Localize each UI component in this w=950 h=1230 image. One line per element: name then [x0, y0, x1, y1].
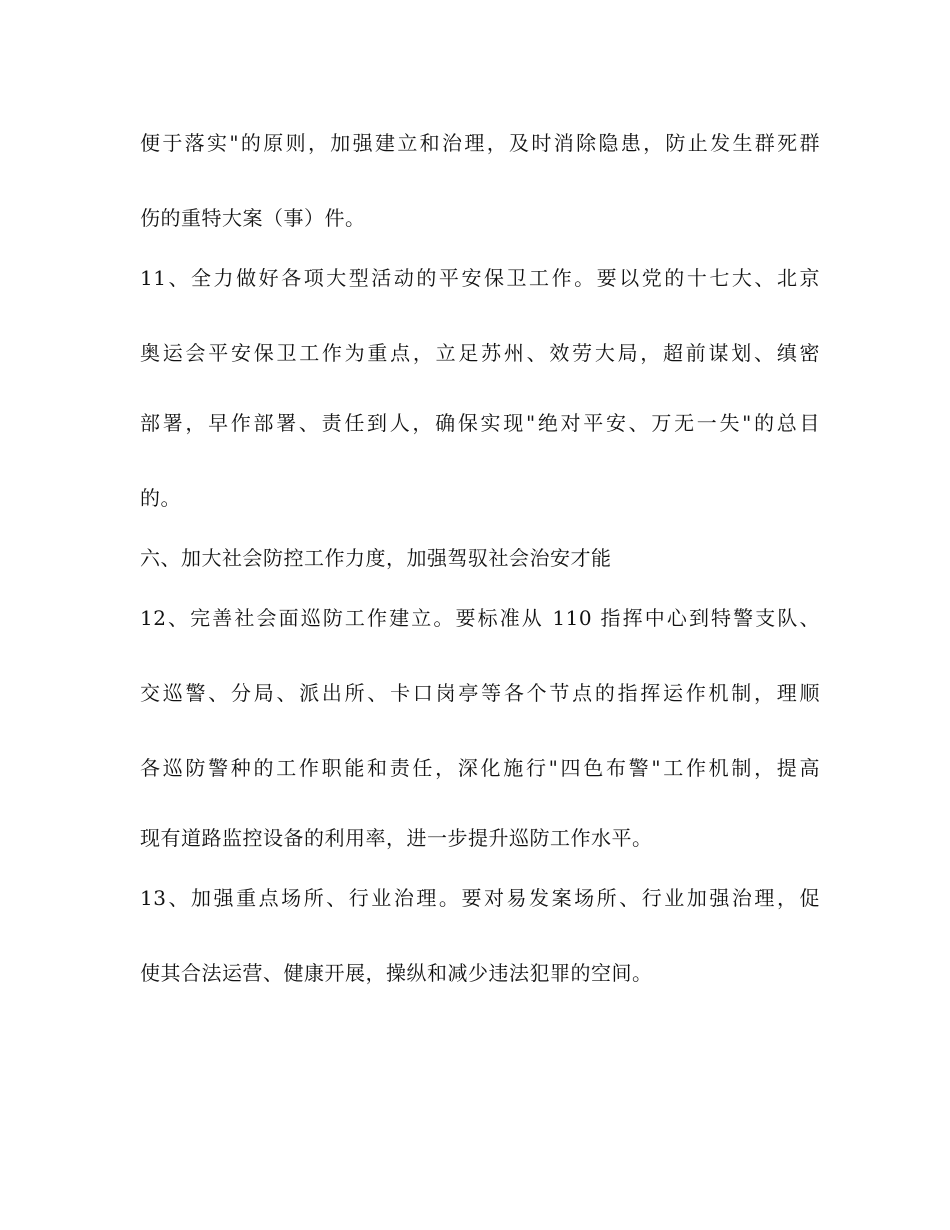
paragraph-line: 各巡防警种的工作职能和责任，深化施行"四色布警"工作机制，提高 — [140, 756, 820, 780]
paragraph-line: 便于落实"的原则，加强建立和治理，及时消除隐患，防止发生群死群 — [140, 131, 820, 155]
paragraph-line: 现有道路监控设备的利用率，进一步提升巡防工作水平。 — [140, 826, 653, 850]
paragraph-line: 的。 — [140, 486, 181, 510]
paragraph-line: 奥运会平安保卫工作为重点，立足苏州、效劳大局，超前谋划、缜密 — [140, 341, 820, 365]
paragraph-line: 交巡警、分局、派出所、卡口岗亭等各个节点的指挥运作机制，理顺 — [140, 681, 820, 705]
paragraph-line: 伤的重特大案（事）件。 — [140, 206, 366, 230]
paragraph-line: 使其合法运营、健康开展，操纵和减少违法犯罪的空间。 — [140, 961, 653, 985]
section-heading: 六、加大社会防控工作力度，加强驾驭社会治安才能 — [140, 546, 612, 570]
paragraph-line: 部署，早作部署、责任到人，确保实现"绝对平安、万无一失"的总目 — [140, 411, 820, 435]
paragraph-line: 13、加强重点场所、行业治理。要对易发案场所、行业加强治理，促 — [140, 886, 820, 910]
paragraph-line: 11、全力做好各项大型活动的平安保卫工作。要以党的十七大、北京 — [140, 266, 820, 290]
paragraph-line: 12、完善社会面巡防工作建立。要标准从 110 指挥中心到特警支队、 — [140, 606, 820, 630]
